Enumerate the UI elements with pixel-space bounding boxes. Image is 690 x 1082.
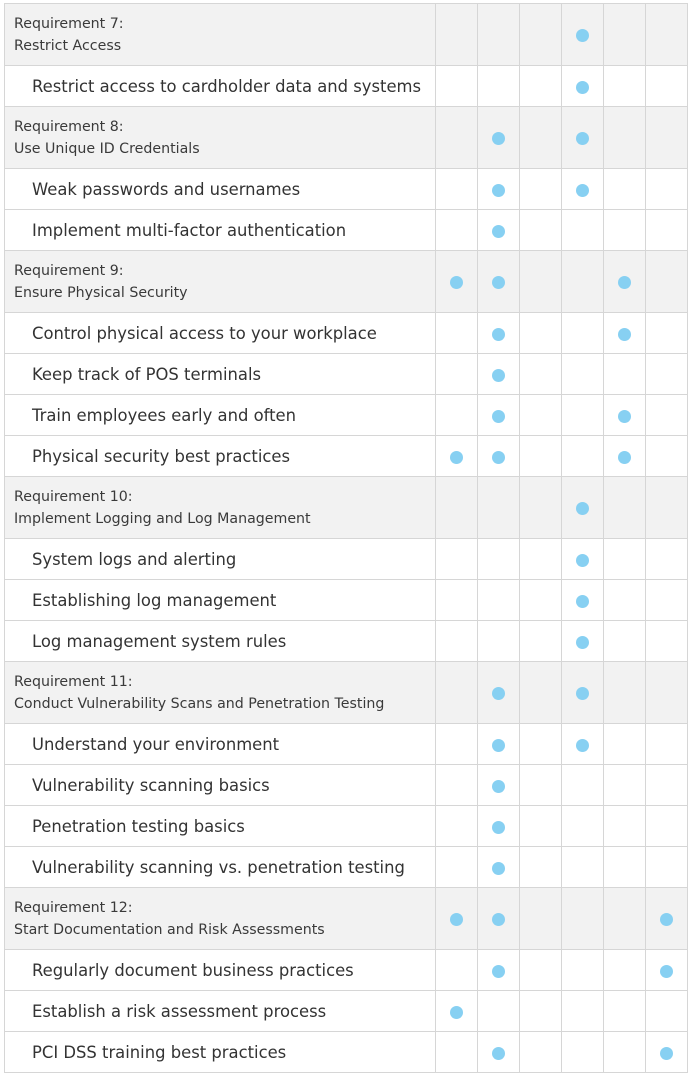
row-label-cell <box>5 621 436 662</box>
requirement-title: Ensure Physical Security <box>14 284 188 301</box>
matrix-cell <box>562 66 604 107</box>
applies-dot-icon <box>450 276 463 289</box>
matrix-cell <box>646 765 688 806</box>
requirement-item-row <box>5 1032 688 1073</box>
row-label-cell <box>5 107 436 169</box>
applies-dot-icon <box>450 1006 463 1019</box>
matrix-cell <box>562 580 604 621</box>
requirement-item-row <box>5 395 688 436</box>
matrix-cell <box>520 1032 562 1073</box>
requirement-number: Requirement 7: <box>14 15 124 32</box>
matrix-cell <box>562 4 604 66</box>
row-label-cell <box>5 251 436 313</box>
requirement-title: Conduct Vulnerability Scans and Penetration Testing <box>14 695 385 712</box>
matrix-cell <box>436 4 478 66</box>
matrix-cell <box>478 765 520 806</box>
matrix-cell <box>436 539 478 580</box>
matrix-cell <box>562 724 604 765</box>
matrix-cell <box>562 251 604 313</box>
requirement-header-row <box>5 107 688 169</box>
matrix-cell <box>520 313 562 354</box>
requirement-header-row <box>5 251 688 313</box>
matrix-body <box>5 4 688 1073</box>
matrix-cell <box>562 354 604 395</box>
applies-dot-icon <box>660 965 673 978</box>
matrix-cell <box>436 847 478 888</box>
requirements-matrix <box>4 3 688 1073</box>
requirement-item-row <box>5 169 688 210</box>
requirement-heading <box>5 116 435 160</box>
applies-dot-icon <box>576 132 589 145</box>
requirement-item-label: Train employees early and often <box>32 405 296 425</box>
matrix-cell <box>646 107 688 169</box>
row-label-cell <box>5 765 436 806</box>
matrix-cell <box>604 436 646 477</box>
requirement-title: Use Unique ID Credentials <box>14 140 200 157</box>
applies-dot-icon <box>576 636 589 649</box>
matrix-cell <box>478 847 520 888</box>
applies-dot-icon <box>576 687 589 700</box>
matrix-cell <box>520 847 562 888</box>
matrix-cell <box>478 210 520 251</box>
applies-dot-icon <box>492 410 505 423</box>
matrix-cell <box>562 806 604 847</box>
applies-dot-icon <box>576 595 589 608</box>
applies-dot-icon <box>576 184 589 197</box>
requirement-item-label: Penetration testing basics <box>32 816 245 836</box>
applies-dot-icon <box>660 1047 673 1060</box>
row-label-cell <box>5 991 436 1032</box>
applies-dot-icon <box>576 81 589 94</box>
applies-dot-icon <box>492 913 505 926</box>
matrix-cell <box>604 4 646 66</box>
matrix-cell <box>562 539 604 580</box>
requirement-heading <box>5 13 435 57</box>
matrix-cell <box>478 950 520 991</box>
matrix-cell <box>436 621 478 662</box>
matrix-cell <box>520 4 562 66</box>
applies-dot-icon <box>618 451 631 464</box>
matrix-cell <box>604 621 646 662</box>
row-label-cell <box>5 477 436 539</box>
matrix-cell <box>562 169 604 210</box>
requirement-item-label: Log management system rules <box>32 631 287 651</box>
matrix-cell <box>478 888 520 950</box>
matrix-cell <box>520 621 562 662</box>
matrix-cell <box>520 950 562 991</box>
requirement-item-label: Regularly document business practices <box>32 960 354 980</box>
matrix-cell <box>646 621 688 662</box>
matrix-cell <box>436 765 478 806</box>
matrix-cell <box>436 210 478 251</box>
matrix-cell <box>562 621 604 662</box>
requirement-number: Requirement 8: <box>14 118 124 135</box>
matrix-cell <box>604 210 646 251</box>
matrix-cell <box>520 765 562 806</box>
matrix-cell <box>562 662 604 724</box>
matrix-cell <box>562 395 604 436</box>
matrix-cell <box>436 107 478 169</box>
requirement-title: Restrict Access <box>14 37 122 54</box>
matrix-cell <box>436 395 478 436</box>
requirement-item-row <box>5 806 688 847</box>
matrix-cell <box>520 724 562 765</box>
matrix-cell <box>520 806 562 847</box>
applies-dot-icon <box>492 965 505 978</box>
matrix-cell <box>520 395 562 436</box>
matrix-cell <box>604 477 646 539</box>
matrix-cell <box>520 66 562 107</box>
matrix-cell <box>604 66 646 107</box>
requirement-item-row <box>5 991 688 1032</box>
matrix-cell <box>646 724 688 765</box>
matrix-cell <box>436 477 478 539</box>
row-label-cell <box>5 539 436 580</box>
requirement-item-row <box>5 313 688 354</box>
matrix-cell <box>478 251 520 313</box>
matrix-cell <box>562 765 604 806</box>
matrix-cell <box>478 580 520 621</box>
matrix-cell <box>604 313 646 354</box>
matrix-cell <box>604 765 646 806</box>
requirement-title: Implement Logging and Log Management <box>14 510 311 527</box>
requirement-number: Requirement 11: <box>14 673 133 690</box>
matrix-cell <box>646 4 688 66</box>
matrix-cell <box>646 847 688 888</box>
row-label-cell <box>5 436 436 477</box>
row-label-cell <box>5 354 436 395</box>
requirement-item-label: Physical security best practices <box>32 446 291 466</box>
applies-dot-icon <box>492 369 505 382</box>
requirement-item-row <box>5 66 688 107</box>
matrix-cell <box>604 806 646 847</box>
matrix-cell <box>520 436 562 477</box>
matrix-cell <box>604 354 646 395</box>
requirement-item-row <box>5 580 688 621</box>
matrix-cell <box>562 991 604 1032</box>
matrix-cell <box>478 477 520 539</box>
matrix-cell <box>646 991 688 1032</box>
matrix-cell <box>604 169 646 210</box>
matrix-cell <box>646 662 688 724</box>
applies-dot-icon <box>492 821 505 834</box>
matrix-cell <box>478 436 520 477</box>
applies-dot-icon <box>450 913 463 926</box>
matrix-cell <box>604 395 646 436</box>
row-label-cell <box>5 888 436 950</box>
matrix-cell <box>478 1032 520 1073</box>
requirement-number: Requirement 12: <box>14 899 133 916</box>
row-label-cell <box>5 169 436 210</box>
requirement-item-row <box>5 724 688 765</box>
matrix-cell <box>646 395 688 436</box>
matrix-cell <box>646 580 688 621</box>
requirement-item-label: System logs and alerting <box>32 549 237 569</box>
requirement-item-row <box>5 539 688 580</box>
matrix-cell <box>436 354 478 395</box>
requirement-item-row <box>5 436 688 477</box>
applies-dot-icon <box>576 29 589 42</box>
requirement-item-label: Vulnerability scanning vs. penetration testing <box>32 857 405 877</box>
matrix-cell <box>646 539 688 580</box>
matrix-cell <box>436 662 478 724</box>
requirement-item-row <box>5 765 688 806</box>
requirement-item-label: Vulnerability scanning basics <box>32 775 270 795</box>
applies-dot-icon <box>450 451 463 464</box>
requirement-item-row <box>5 621 688 662</box>
matrix-cell <box>436 950 478 991</box>
matrix-cell <box>562 888 604 950</box>
matrix-cell <box>520 210 562 251</box>
matrix-cell <box>520 354 562 395</box>
requirement-title: Start Documentation and Risk Assessments <box>14 921 325 938</box>
matrix-cell <box>520 991 562 1032</box>
matrix-cell <box>646 66 688 107</box>
matrix-cell <box>478 806 520 847</box>
matrix-cell <box>436 806 478 847</box>
matrix-cell <box>646 313 688 354</box>
matrix-cell <box>520 888 562 950</box>
matrix-cell <box>478 169 520 210</box>
matrix-cell <box>520 539 562 580</box>
requirement-item-label: Keep track of POS terminals <box>32 364 262 384</box>
matrix-cell <box>436 313 478 354</box>
requirement-heading <box>5 897 435 941</box>
requirement-header-row <box>5 4 688 66</box>
matrix-cell <box>646 436 688 477</box>
matrix-cell <box>562 436 604 477</box>
matrix-cell <box>436 1032 478 1073</box>
applies-dot-icon <box>492 132 505 145</box>
applies-dot-icon <box>492 780 505 793</box>
matrix-cell <box>646 1032 688 1073</box>
matrix-cell <box>520 580 562 621</box>
matrix-cell <box>562 313 604 354</box>
requirement-item-row <box>5 210 688 251</box>
row-label-cell <box>5 806 436 847</box>
matrix-cell <box>646 210 688 251</box>
matrix-cell <box>604 888 646 950</box>
matrix-cell <box>562 107 604 169</box>
matrix-cell <box>520 251 562 313</box>
matrix-cell <box>436 991 478 1032</box>
requirement-number: Requirement 9: <box>14 262 124 279</box>
row-label-cell <box>5 950 436 991</box>
applies-dot-icon <box>618 328 631 341</box>
applies-dot-icon <box>618 276 631 289</box>
applies-dot-icon <box>492 184 505 197</box>
matrix-cell <box>478 991 520 1032</box>
requirement-item-label: Understand your environment <box>32 734 280 754</box>
applies-dot-icon <box>492 1047 505 1060</box>
row-label-cell <box>5 580 436 621</box>
requirement-item-label: Establishing log management <box>32 590 277 610</box>
requirement-header-row <box>5 888 688 950</box>
applies-dot-icon <box>492 687 505 700</box>
matrix-cell <box>520 477 562 539</box>
matrix-cell <box>478 107 520 169</box>
matrix-cell <box>478 4 520 66</box>
matrix-cell <box>436 888 478 950</box>
matrix-cell <box>604 251 646 313</box>
matrix-cell <box>646 888 688 950</box>
matrix-cell <box>478 539 520 580</box>
matrix-cell <box>436 66 478 107</box>
requirement-item-row <box>5 847 688 888</box>
applies-dot-icon <box>576 554 589 567</box>
applies-dot-icon <box>492 739 505 752</box>
applies-dot-icon <box>576 502 589 515</box>
matrix-cell <box>604 107 646 169</box>
matrix-cell <box>604 991 646 1032</box>
matrix-cell <box>604 950 646 991</box>
requirement-item-row <box>5 950 688 991</box>
row-label-cell <box>5 1032 436 1073</box>
row-label-cell <box>5 395 436 436</box>
requirement-header-row <box>5 662 688 724</box>
matrix-cell <box>478 724 520 765</box>
requirement-heading <box>5 260 435 304</box>
row-label-cell <box>5 313 436 354</box>
applies-dot-icon <box>492 276 505 289</box>
matrix-cell <box>646 169 688 210</box>
requirement-item-label: Restrict access to cardholder data and systems <box>32 76 422 96</box>
matrix-cell <box>562 477 604 539</box>
matrix-cell <box>478 395 520 436</box>
row-label-cell <box>5 724 436 765</box>
matrix-cell <box>520 662 562 724</box>
matrix-cell <box>646 354 688 395</box>
requirement-heading <box>5 671 435 715</box>
matrix-cell <box>478 66 520 107</box>
applies-dot-icon <box>492 225 505 238</box>
requirement-item-label: Weak passwords and usernames <box>32 179 301 199</box>
row-label-cell <box>5 662 436 724</box>
requirement-header-row <box>5 477 688 539</box>
applies-dot-icon <box>492 862 505 875</box>
applies-dot-icon <box>492 451 505 464</box>
matrix-cell <box>646 251 688 313</box>
applies-dot-icon <box>576 739 589 752</box>
matrix-cell <box>604 724 646 765</box>
requirement-item-label: Control physical access to your workplace <box>32 323 377 343</box>
matrix-cell <box>646 477 688 539</box>
matrix-cell <box>604 539 646 580</box>
requirement-item-label: PCI DSS training best practices <box>32 1042 287 1062</box>
matrix-cell <box>604 662 646 724</box>
matrix-cell <box>562 210 604 251</box>
requirement-item-label: Implement multi-factor authentication <box>32 220 347 240</box>
matrix-cell <box>520 107 562 169</box>
matrix-cell <box>646 806 688 847</box>
matrix-cell <box>478 621 520 662</box>
applies-dot-icon <box>618 410 631 423</box>
requirement-item-row <box>5 354 688 395</box>
matrix-cell <box>436 436 478 477</box>
row-label-cell <box>5 66 436 107</box>
matrix-cell <box>562 950 604 991</box>
requirement-item-label: Establish a risk assessment process <box>32 1001 327 1021</box>
requirement-heading <box>5 486 435 530</box>
row-label-cell <box>5 847 436 888</box>
requirement-number: Requirement 10: <box>14 488 133 505</box>
matrix-cell <box>604 847 646 888</box>
matrix-cell <box>520 169 562 210</box>
applies-dot-icon <box>660 913 673 926</box>
matrix-cell <box>436 580 478 621</box>
matrix-cell <box>562 1032 604 1073</box>
matrix-cell <box>478 662 520 724</box>
matrix-cell <box>478 354 520 395</box>
row-label-cell <box>5 4 436 66</box>
matrix-cell <box>646 950 688 991</box>
matrix-cell <box>562 847 604 888</box>
applies-dot-icon <box>492 328 505 341</box>
matrix-cell <box>604 1032 646 1073</box>
row-label-cell <box>5 210 436 251</box>
matrix-cell <box>604 580 646 621</box>
matrix-cell <box>436 251 478 313</box>
matrix-cell <box>478 313 520 354</box>
matrix-cell <box>436 169 478 210</box>
matrix-cell <box>436 724 478 765</box>
